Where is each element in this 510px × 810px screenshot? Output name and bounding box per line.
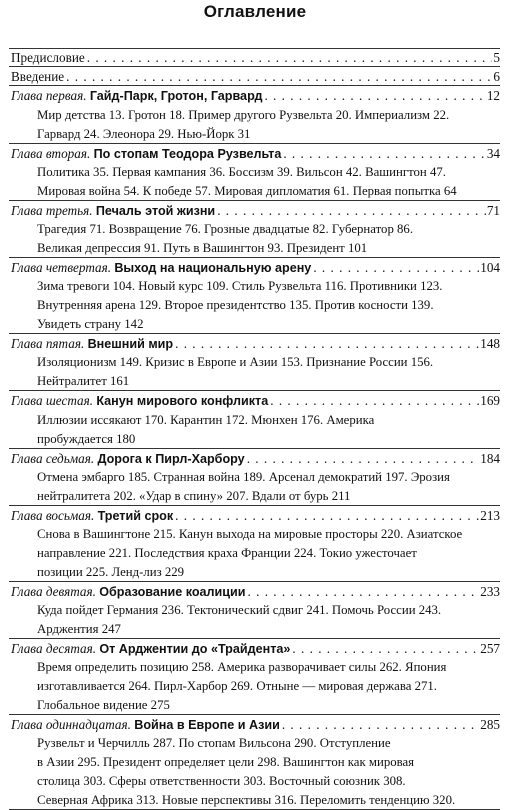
chapter-title: Дорога к Пирл-Харбору: [97, 451, 245, 466]
toc-entry: [0, 715, 510, 810]
section-line: Рузвельт и Черчилль 287. По стопам Вильсона 290. Отступление: [37, 736, 391, 751]
toc-entry: [0, 449, 510, 506]
toc-entry-heading[interactable]: [0, 201, 510, 220]
chapter-title: По стопам Теодора Рузвельта: [93, 146, 282, 161]
toc-entry-leader: [11, 334, 479, 354]
section-line: Политика 35. Первая кампания 36. Боссизм 39. Вильсон 42. Вашингтон 47.: [37, 164, 446, 179]
section-line: Изоляционизм 149. Кризис в Европе и Азии 153. Признание России 156.: [37, 355, 434, 370]
section-line: в Азии 295. Президент определяет цели 298. Вашингтон как мировая: [37, 755, 415, 770]
toc-entry: [0, 201, 510, 258]
section-list: [0, 106, 510, 144]
page-number: 285: [480, 717, 500, 733]
page-number: 5: [493, 50, 500, 65]
divider: [9, 48, 500, 49]
chapter-title: Канун мирового конфликта: [96, 394, 269, 409]
toc-entry: [0, 334, 510, 391]
toc-entry-label: Глава пятая.: [11, 336, 85, 352]
section-line: Время определить позицию 258. Америка разворачивает силы 262. Япония: [37, 660, 447, 675]
section-line: Мир детства 13. Гротон 18. Пример другого Рузвельта 20. Империализм 22.: [37, 107, 450, 122]
section-list: [0, 220, 510, 258]
section-line: Северная Африка 313. Новые перспективы 316. Переломить тенденцию 320.: [37, 793, 456, 808]
toc-entry-heading[interactable]: [0, 715, 510, 734]
chapter-title: Печаль этой жизни: [95, 203, 216, 218]
toc-entry-label: Введение: [11, 69, 65, 85]
section-line: Иллюзии иссякают 170. Карантин 172. Мюнхен 176. Америка: [37, 412, 375, 427]
toc-entry: [0, 258, 510, 334]
section-list: [0, 353, 510, 391]
toc-entry-heading[interactable]: [0, 48, 510, 67]
section-line: Глобальное видение 275: [37, 698, 170, 713]
toc-entry-heading[interactable]: [0, 449, 510, 468]
toc-entry-leader: [11, 506, 479, 526]
section-line: направление 221. Последствия краха Франции 224. Токио ужесточает: [37, 545, 417, 560]
section-line: нейтралитета 202. «Удар в спину» 207. Вдали от бурь 211: [37, 488, 351, 503]
page-number: 6: [493, 69, 500, 85]
section-list: [0, 468, 510, 506]
section-list: [0, 734, 510, 810]
toc-entry-heading[interactable]: [0, 258, 510, 277]
toc-entry: [0, 639, 510, 715]
section-line: Зима тревоги 104. Новый курс 109. Стиль Рузвельта 116. Противники 123.: [37, 279, 443, 294]
section-line: Куда пойдет Германия 236. Тектонический сдвиг 241. Помочь России 243.: [37, 603, 442, 618]
toc-entry-label: Глава восьмая.: [11, 507, 95, 523]
section-list: [0, 277, 510, 334]
section-line: Отмена эмбарго 185. Странная война 189. Арсенал демократий 197. Эрозия: [37, 469, 450, 484]
page-number: 184: [480, 450, 500, 466]
toc-entry-label: Глава четвертая.: [11, 259, 112, 275]
toc-entry-leader: [11, 144, 486, 164]
section-list: [0, 525, 510, 582]
chapter-title: От Арджентии до «Трайдента»: [99, 642, 291, 657]
section-line: Внутренняя арена 129. Второе президентство 135. Против косности 139.: [37, 298, 434, 313]
chapter-title: Гайд-Парк, Гротон, Гарвард: [89, 89, 263, 104]
toc-entry-heading[interactable]: [0, 67, 510, 86]
chapter-title: Образование коалиции: [99, 584, 246, 599]
page-number: 213: [480, 507, 500, 523]
section-list: [0, 658, 510, 715]
toc-entry-leader: [11, 715, 479, 735]
section-line: столица 303. Сферы ответственности 303. Восточный союзник 308.: [37, 774, 406, 789]
toc-entry: [0, 67, 510, 86]
toc-entry-label: Предисловие: [11, 50, 85, 65]
section-line: Арджентия 247: [37, 622, 121, 637]
page-number: 12: [486, 88, 500, 104]
section-list: [0, 601, 510, 639]
toc-entry-leader: [11, 391, 479, 411]
toc-entry-leader: [11, 86, 486, 106]
toc-entry-leader: [11, 258, 479, 278]
toc-entry-heading[interactable]: [0, 639, 510, 658]
toc-entry-leader: [11, 639, 479, 659]
chapter-title: Внешний мир: [87, 337, 174, 352]
toc-entry: [0, 86, 510, 143]
toc-entry-heading[interactable]: [0, 334, 510, 353]
section-line: Гарвард 24. Элеонора 29. Нью-Йорк 31: [37, 126, 251, 141]
toc-entry-label: Глава одиннадцатая.: [11, 717, 131, 733]
toc-entry-label: Глава первая.: [11, 88, 87, 104]
section-line: Увидеть страну 142: [37, 317, 144, 332]
toc-entry-label: Глава шестая.: [11, 393, 94, 409]
section-line: позиции 225. Ленд-лиз 229: [37, 564, 185, 579]
chapter-title: Война в Европе и Азии: [134, 718, 280, 733]
toc-entry-label: Глава седьмая.: [11, 450, 95, 466]
page-number: 148: [480, 336, 500, 352]
toc-entry-heading[interactable]: [0, 391, 510, 410]
section-line: Мировая война 54. К победе 57. Мировая дипломатия 61. Первая попытка 64: [37, 183, 457, 198]
toc-entry-label: Глава вторая.: [11, 145, 91, 161]
toc-entry-label: Глава девятая.: [11, 583, 96, 599]
toc-entry: [0, 391, 510, 448]
toc-entry-leader: [11, 449, 479, 469]
page-title: Оглавление: [203, 2, 307, 21]
toc-entry: [0, 48, 510, 67]
toc-entry-leader: [11, 582, 479, 602]
toc-entry-heading[interactable]: [0, 144, 510, 163]
section-list: [0, 163, 510, 201]
toc-entry: [0, 144, 510, 201]
toc-entry-heading[interactable]: [0, 506, 510, 525]
toc-entry: [0, 582, 510, 639]
page-number: 233: [480, 583, 500, 599]
toc-entry-leader: [11, 67, 492, 86]
page-number: 34: [486, 145, 500, 161]
toc-entry-label: Глава десятая.: [11, 641, 97, 657]
chapter-title: Третий срок: [97, 508, 174, 523]
toc-entry-label: Глава третья.: [11, 202, 93, 218]
toc-entry-heading[interactable]: [0, 582, 510, 601]
toc-entry-leader: [11, 48, 492, 67]
page-number: 104: [480, 259, 500, 275]
page-number: 169: [480, 393, 500, 409]
page-number: 71: [486, 202, 500, 218]
toc-entry: [0, 506, 510, 582]
section-line: Снова в Вашингтоне 215. Канун выхода на мировые просторы 220. Азиатское: [37, 526, 463, 541]
section-line: изготавливается 264. Пирл-Харбор 269. Отныне — мировая держава 271.: [37, 679, 437, 694]
toc-entry-leader: [11, 201, 486, 221]
section-line: Великая депрессия 91. Путь в Вашингтон 93. Президент 101: [37, 240, 368, 255]
page-number: 257: [480, 641, 500, 657]
section-list: [0, 411, 510, 449]
section-line: Трагедия 71. Возвращение 76. Грозные двадцатые 82. Губернатор 86.: [37, 221, 414, 236]
section-line: пробуждается 180: [37, 431, 136, 446]
chapter-title: Выход на национальную арену: [114, 260, 312, 275]
table-of-contents: [0, 48, 510, 810]
toc-entry-heading[interactable]: [0, 86, 510, 105]
section-line: Нейтралитет 161: [37, 374, 130, 389]
